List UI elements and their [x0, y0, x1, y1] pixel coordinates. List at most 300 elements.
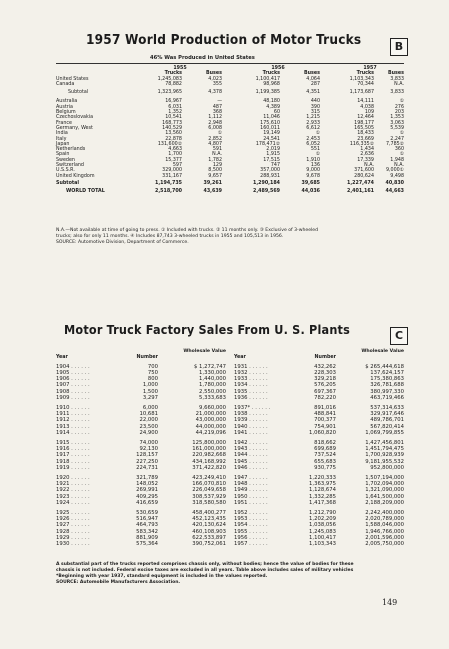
buses-value: N.A. — [212, 152, 222, 158]
sales-row — [56, 430, 226, 436]
buses-value: 487 — [212, 104, 222, 110]
buses-value: 3,063 — [390, 120, 404, 126]
sales-year: 1922 . . . . . . — [56, 487, 90, 494]
trucks-value: 175,610 — [260, 120, 280, 126]
sales-value: 125,800,000 — [192, 440, 226, 447]
trucks-value: 109 — [364, 110, 374, 116]
sales-year-text: 1925 — [56, 510, 70, 517]
sales-year: 1934 . . . . . . — [234, 382, 268, 389]
sales-year: 1957 . . . . . . — [234, 541, 268, 548]
trucks-value: 2,489,569 — [252, 189, 280, 195]
sales-year-text: 1933 — [234, 376, 248, 383]
col-year: Year — [56, 354, 68, 360]
trucks-value: 1,352 — [168, 110, 182, 116]
row-label: Sweden — [56, 157, 75, 163]
sales-year: 1951 . . . . . . — [234, 499, 268, 506]
sales-year: 1912 . . . . . . — [56, 417, 90, 424]
sales-year-text: 1921 — [56, 481, 70, 488]
sales-number: 148,052 — [136, 481, 158, 488]
buses-value: ① — [399, 152, 404, 158]
sales-value: 1,588,046,000 — [365, 522, 404, 529]
sales-row — [56, 500, 226, 506]
sales-year: 1941 . . . . . . — [234, 429, 268, 436]
buses-value: 2,948 — [208, 120, 222, 126]
sales-year-text: 1946 — [234, 464, 248, 471]
section2-source: SOURCE: Automobile Manufacturers Association. — [56, 580, 181, 585]
sales-year-text: 1913 — [56, 423, 70, 430]
sales-value: 2,550,000 — [199, 388, 226, 395]
sales-row — [234, 430, 404, 436]
sales-year-text: 1917 — [56, 452, 70, 459]
trucks-value: 1,323,965 — [157, 90, 182, 96]
buses-value: 276 — [394, 104, 404, 110]
sales-value: $ 265,444,618 — [365, 363, 404, 370]
trucks-value: 1,227,474 — [346, 180, 374, 186]
col-value: Wholesale Value — [183, 349, 226, 354]
sales-number: 530,659 — [136, 510, 158, 517]
buses-value: 7,785② — [385, 141, 404, 147]
sales-year-text: 1949 — [234, 487, 248, 494]
sales-year-text: 1950 — [234, 493, 248, 500]
sales-number: 818,662 — [314, 440, 336, 447]
sales-year-text: 1947 — [234, 475, 248, 482]
sales-year-text: 1952 — [234, 510, 248, 517]
sales-year: 1925 . . . . . . — [56, 510, 90, 517]
row-label: Spain — [56, 152, 70, 158]
sales-year-text: 1922 — [56, 487, 70, 494]
trucks-value: 280,624 — [354, 173, 374, 179]
row-label: WORLD TOTAL — [66, 189, 105, 195]
trucks-value: 1,173,687 — [349, 90, 374, 96]
buses-value: ① — [399, 99, 404, 105]
buses-value: 3,833 — [390, 76, 404, 82]
sales-year-text: 1951 — [234, 499, 248, 506]
sales-year: 1921 . . . . . . — [56, 481, 90, 488]
col-number: Number — [314, 354, 336, 360]
sales-value: 2,242,400,000 — [365, 510, 404, 517]
sales-value: 567,820,414 — [370, 423, 404, 430]
sales-number: 329,218 — [314, 376, 336, 383]
buses-value: 440 — [310, 99, 320, 105]
sales-year: 1943 . . . . . . — [234, 446, 268, 453]
section1-badge: B — [390, 38, 408, 56]
trucks-value: 597 — [172, 163, 182, 169]
sales-year-text: 1908 — [56, 388, 70, 395]
sales-value: 226,049,658 — [192, 487, 226, 494]
trucks-value: 60 — [273, 110, 280, 116]
trucks-value: 1,434 — [360, 147, 374, 153]
col-number: Number — [136, 354, 158, 360]
trucks-value: 19,149 — [263, 131, 280, 137]
sales-year: 1936 . . . . . . — [234, 394, 268, 401]
sales-value: 9,181,955,532 — [365, 458, 404, 465]
sales-value: 5,333,683 — [199, 394, 226, 401]
sales-number: 1,212,790 — [309, 510, 336, 517]
section1-source: SOURCE: Automotive Division, Department of Commerce. — [56, 240, 189, 245]
sales-year: 1930 . . . . . . — [56, 541, 90, 548]
sales-year-text: 1910 — [56, 405, 70, 412]
trucks-value: 23,669 — [357, 136, 374, 142]
factory-sales-table-left — [56, 350, 226, 551]
row-label: Australia — [56, 99, 78, 105]
buses-value: 2,933 — [306, 120, 320, 126]
sales-value: 489,786,701 — [370, 417, 404, 424]
sales-year-text: 1940 — [234, 423, 248, 430]
buses-value: 355 — [212, 81, 222, 87]
sales-value: 1,946,766,000 — [365, 528, 404, 535]
sales-year-text: 1935 — [234, 388, 248, 395]
trucks-value: 78,882 — [165, 81, 182, 87]
sales-number: 800 — [147, 376, 158, 383]
trucks-value: 2,401,161 — [346, 189, 374, 195]
sales-number: 464,793 — [136, 522, 158, 529]
buses-value: 1,782 — [208, 157, 222, 163]
sales-value: 420,130,624 — [192, 522, 226, 529]
sales-year-text: 1939 — [234, 417, 248, 424]
row-label: United States — [56, 76, 89, 82]
sales-year: 1954 . . . . . . — [234, 522, 268, 529]
sales-value: 463,719,466 — [370, 394, 404, 401]
sales-value: 423,249,410 — [192, 475, 226, 482]
col-buses: Buses — [205, 71, 222, 77]
sales-number: 1,202,209 — [309, 516, 336, 523]
trucks-value: 178,471② — [255, 141, 280, 147]
sales-year: 1955 . . . . . . — [234, 528, 268, 535]
sales-year: 1924 . . . . . . — [56, 499, 90, 506]
trucks-value: 1,915 — [266, 152, 280, 158]
trucks-value: 1,103,343 — [349, 76, 374, 82]
sales-row — [234, 395, 404, 401]
sales-year-text: 1929 — [56, 534, 70, 541]
sales-year: 1945 . . . . . . — [234, 458, 268, 465]
sales-year: 1938 . . . . . . — [234, 411, 268, 418]
sales-value: 371,422,820 — [192, 464, 226, 471]
section1-note-2: trucks; also for only 11 months. ④ Includes 87,743 3-wheeled trucks in 1955 and 105,513 in 1956. — [56, 234, 284, 239]
sales-number: 1,000 — [142, 382, 158, 389]
sales-number: 224,731 — [136, 464, 158, 471]
trucks-value: 6,031 — [168, 104, 182, 110]
section2-note-2: chassis is not included. Federal excise taxes are excluded in all years. Table above includes sales of military vehicles — [56, 568, 354, 573]
sales-value: 137,624,157 — [370, 370, 404, 376]
buses-value: 5,539 — [390, 125, 404, 131]
sales-number: 92,130 — [139, 446, 158, 453]
section1-title: 1957 World Production of Motor Trucks — [86, 32, 362, 48]
row-label: U.S.S.R. — [56, 168, 75, 174]
trucks-value: 98,968 — [263, 81, 280, 87]
sales-year-text: 1914 — [56, 429, 70, 436]
sales-year: 1952 . . . . . . — [234, 510, 268, 517]
sales-year: 1911 . . . . . . — [56, 411, 90, 418]
buses-value: 1,353 — [390, 115, 404, 121]
sales-value: 44,219,096 — [195, 429, 226, 436]
sales-year-text: 1919 — [56, 464, 70, 471]
sales-number: 10,681 — [139, 411, 158, 418]
trucks-value: 15,377 — [165, 157, 182, 163]
buses-value: 40,830 — [385, 180, 404, 186]
sales-year-text: 1938 — [234, 411, 248, 418]
sales-number: 269,991 — [136, 487, 158, 494]
sales-year: 1956 . . . . . . — [234, 534, 268, 541]
sales-number: 1,500 — [142, 388, 158, 395]
sales-year-text: 1924 — [56, 499, 70, 506]
sales-year: 1940 . . . . . . — [234, 423, 268, 430]
sales-value: 1,440,000 — [199, 376, 226, 383]
sales-value: 380,997,330 — [370, 388, 404, 395]
page-number: 149 — [382, 598, 398, 607]
trucks-value: 4,038 — [360, 104, 374, 110]
trucks-value: 4,663 — [168, 147, 182, 153]
buses-value: 551 — [310, 147, 320, 153]
sales-value: 2,001,596,000 — [365, 534, 404, 541]
year-1955: 1955 — [173, 66, 187, 71]
sales-value: 175,380,863 — [370, 376, 404, 383]
sales-year-text: 1955 — [234, 528, 248, 535]
sales-year: 1944 . . . . . . — [234, 452, 268, 459]
sales-value: 220,982,668 — [192, 452, 226, 459]
sales-number: 583,342 — [136, 528, 158, 535]
trucks-value: N.A. — [364, 163, 374, 169]
sales-value: 458,400,277 — [192, 510, 226, 517]
row-label: Austria — [56, 104, 73, 110]
sales-number: 700 — [147, 363, 158, 370]
trucks-value: 14,111 — [357, 99, 374, 105]
sales-number: 930,775 — [314, 464, 336, 471]
sales-year: 1953 . . . . . . — [234, 516, 268, 523]
sales-year: 1937* . . . . . . — [234, 405, 271, 412]
section2-note-3: *Beginning with year 1937, standard equipment is included in the values reported. — [56, 574, 268, 579]
sales-value: 166,070,810 — [192, 481, 226, 488]
sales-year-text: 1944 — [234, 452, 248, 459]
sales-year: 1935 . . . . . . — [234, 388, 268, 395]
trucks-value: 70,344 — [357, 81, 374, 87]
buses-value: 136 — [310, 163, 320, 169]
sales-value: 2,020,789,000 — [365, 516, 404, 523]
buses-value: 1,112 — [208, 115, 222, 121]
trucks-value: 1,290,184 — [252, 180, 280, 186]
year-1957: 1957 — [363, 66, 377, 71]
col-value: Wholesale Value — [361, 349, 404, 354]
sales-number: 1,103,343 — [309, 541, 336, 548]
sales-year-text: 1942 — [234, 440, 248, 447]
sales-year-text: 1916 — [56, 446, 70, 453]
trucks-value: 131,600② — [157, 141, 182, 147]
sales-year-text: 1953 — [234, 516, 248, 523]
sales-number: 24,900 — [139, 429, 158, 436]
trucks-value: 2,636 — [360, 152, 374, 158]
buses-value: 6,612 — [306, 125, 320, 131]
buses-value: ① — [217, 131, 222, 137]
sales-year-text: 1948 — [234, 481, 248, 488]
sales-year: 1904 . . . . . . — [56, 363, 90, 370]
sales-value: 161,000,000 — [192, 446, 226, 453]
sales-year-text: 1915 — [56, 440, 70, 447]
buses-value: 4,807 — [208, 141, 222, 147]
sales-value: 452,123,435 — [192, 516, 226, 523]
sales-number: 1,220,333 — [309, 475, 336, 482]
sales-number: 74,000 — [139, 440, 158, 447]
sales-year-text: 1956 — [234, 534, 248, 541]
col-year: Year — [234, 354, 246, 360]
sales-year-text: 1912 — [56, 417, 70, 424]
buses-value: 4,023 — [208, 76, 222, 82]
sales-number: 1,060,820 — [309, 429, 336, 436]
trucks-value: 2,019 — [266, 147, 280, 153]
buses-value: 39,261 — [203, 180, 222, 186]
trucks-value: 1,100,417 — [255, 76, 280, 82]
col-trucks: Trucks — [164, 71, 182, 77]
buses-value: 368 — [212, 110, 222, 116]
sales-value: 1,069,799,855 — [365, 429, 404, 436]
sales-year: 1939 . . . . . . — [234, 417, 268, 424]
buses-value: 9,000① — [385, 168, 404, 174]
trucks-value: 168,773 — [162, 120, 182, 126]
trucks-value: 329,000 — [162, 168, 182, 174]
sales-year-text: 1932 — [234, 370, 248, 376]
sales-year: 1916 . . . . . . — [56, 446, 90, 453]
buses-value: — — [217, 99, 222, 105]
sales-number: 1,363,975 — [309, 481, 336, 488]
sales-value: 952,800,000 — [370, 464, 404, 471]
sales-year: 1927 . . . . . . — [56, 522, 90, 529]
sales-number: 228,303 — [314, 370, 336, 376]
row-label: France — [56, 120, 72, 126]
sales-value: 2,188,209,000 — [365, 499, 404, 506]
trucks-value: 4,389 — [266, 104, 280, 110]
sales-row — [56, 465, 226, 471]
sales-year: 1907 . . . . . . — [56, 382, 90, 389]
sales-year: 1950 . . . . . . — [234, 493, 268, 500]
buses-value: 1,215 — [306, 115, 320, 121]
sales-value: 318,580,580 — [192, 499, 226, 506]
buses-value: ① — [315, 131, 320, 137]
col-trucks: Trucks — [262, 71, 280, 77]
sales-number: 6,000 — [142, 405, 158, 412]
trucks-value: 18,433 — [357, 131, 374, 137]
sales-value: 622,533,897 — [192, 534, 226, 541]
sales-number: 1,417,368 — [309, 499, 336, 506]
trucks-value: 1,199,385 — [255, 90, 280, 96]
trucks-value: 1,245,083 — [157, 76, 182, 82]
sales-year: 1920 . . . . . . — [56, 475, 90, 482]
row-label: Japan — [56, 141, 70, 147]
sales-year-text: 1906 — [56, 376, 70, 383]
sales-year-text: 1909 — [56, 394, 70, 401]
sales-number: 1,100,417 — [309, 534, 336, 541]
section2-badge: C — [390, 327, 408, 345]
buses-value: 44,663 — [385, 189, 404, 195]
sales-number: 699,689 — [314, 446, 336, 453]
sales-value: 308,537,929 — [192, 493, 226, 500]
sales-number: 782,220 — [314, 394, 336, 401]
sales-number: 697,367 — [314, 388, 336, 395]
sales-value: 21,000,000 — [195, 411, 226, 418]
sales-number: 737,524 — [314, 452, 336, 459]
sales-number: 1,038,056 — [309, 522, 336, 529]
sales-number: 416,659 — [136, 499, 158, 506]
sales-value: 537,314,633 — [370, 405, 404, 412]
sales-year: 1906 . . . . . . — [56, 376, 90, 383]
trucks-value: 22,878 — [165, 136, 182, 142]
row-label: Italy — [56, 136, 67, 142]
trucks-value: 13,560 — [165, 131, 182, 137]
trucks-value: 160,011 — [260, 125, 280, 131]
buses-value: 1,910 — [306, 157, 320, 163]
buses-value: N.A. — [394, 81, 404, 87]
rule-top — [56, 63, 404, 64]
section1-subtitle: 46% Was Produced in United States — [150, 55, 255, 61]
sales-year: 1917 . . . . . . — [56, 452, 90, 459]
buses-value: 4,378 — [208, 90, 222, 96]
section2-note-1: A substantial part of the trucks reported comprises chassis only, without bodies; hence the value of bodies for these — [56, 562, 354, 567]
sales-number: 488,841 — [314, 411, 336, 418]
buses-value: 43,639 — [203, 189, 222, 195]
sales-value: 460,108,903 — [192, 528, 226, 535]
buses-value: 4,064 — [306, 76, 320, 82]
sales-number: 227,250 — [136, 458, 158, 465]
trucks-value: 140,529 — [162, 125, 182, 131]
sales-year: 1929 . . . . . . — [56, 534, 90, 541]
sales-year: 1905 . . . . . . — [56, 370, 90, 376]
sales-number: 409,295 — [136, 493, 158, 500]
row-label: Subtotal — [68, 90, 89, 96]
row-label: United Kingdom — [56, 173, 95, 179]
row-label: Germany, West — [56, 125, 93, 131]
trucks-value: 17,339 — [357, 157, 374, 163]
sales-value: 1,451,794,475 — [365, 446, 404, 453]
row-label: India — [56, 131, 68, 137]
year-1956: 1956 — [271, 66, 285, 71]
sales-number: 128,157 — [136, 452, 158, 459]
col-buses: Buses — [303, 71, 320, 77]
sales-year-text: 1954 — [234, 522, 248, 529]
buses-value: 315 — [310, 110, 320, 116]
sales-number: 321,789 — [136, 475, 158, 482]
section1-note-1: N.A.—Not available at time of going to press. ① Included with trucks. ② 11 months only. ③ Exclusive of 3-wheeled — [56, 228, 319, 233]
sales-value: 329,917,646 — [370, 411, 404, 418]
sales-year: 1914 . . . . . . — [56, 429, 90, 436]
sales-year-text: 1957 — [234, 541, 248, 548]
sales-value: 1,507,194,000 — [365, 475, 404, 482]
trucks-value: 747 — [270, 163, 280, 169]
sales-year-text: 1943 — [234, 446, 248, 453]
row-label: Netherlands — [56, 147, 86, 153]
trucks-value: 357,000 — [260, 168, 280, 174]
buses-value: 44,036 — [301, 189, 320, 195]
sales-value: 43,000,000 — [195, 417, 226, 424]
trucks-value: 2,518,700 — [154, 189, 182, 195]
sales-year-text: 1936 — [234, 394, 248, 401]
trucks-value: 11,046 — [263, 115, 280, 121]
sales-year: 1942 . . . . . . — [234, 440, 268, 447]
sales-value: 1,321,090,000 — [365, 487, 404, 494]
sales-year: 1909 . . . . . . — [56, 394, 90, 401]
buses-value: 9,000 — [306, 168, 320, 174]
trucks-value: 24,541 — [263, 136, 280, 142]
buses-value: 4,351 — [306, 90, 320, 96]
sales-year-text: 1911 — [56, 411, 70, 418]
factory-sales-table-right — [234, 350, 404, 551]
sales-year: 1926 . . . . . . — [56, 516, 90, 523]
trucks-value: 288,931 — [260, 173, 280, 179]
sales-number: 754,901 — [314, 423, 336, 430]
world-production-table — [56, 66, 404, 195]
sales-number: 22,000 — [139, 417, 158, 424]
buses-value: N.A. — [394, 163, 404, 169]
section2-title: Motor Truck Factory Sales From U. S. Plants — [64, 322, 351, 337]
sales-year: 1949 . . . . . . — [234, 487, 268, 494]
buses-value: 2,852 — [208, 136, 222, 142]
sales-value: 1,641,500,000 — [365, 493, 404, 500]
